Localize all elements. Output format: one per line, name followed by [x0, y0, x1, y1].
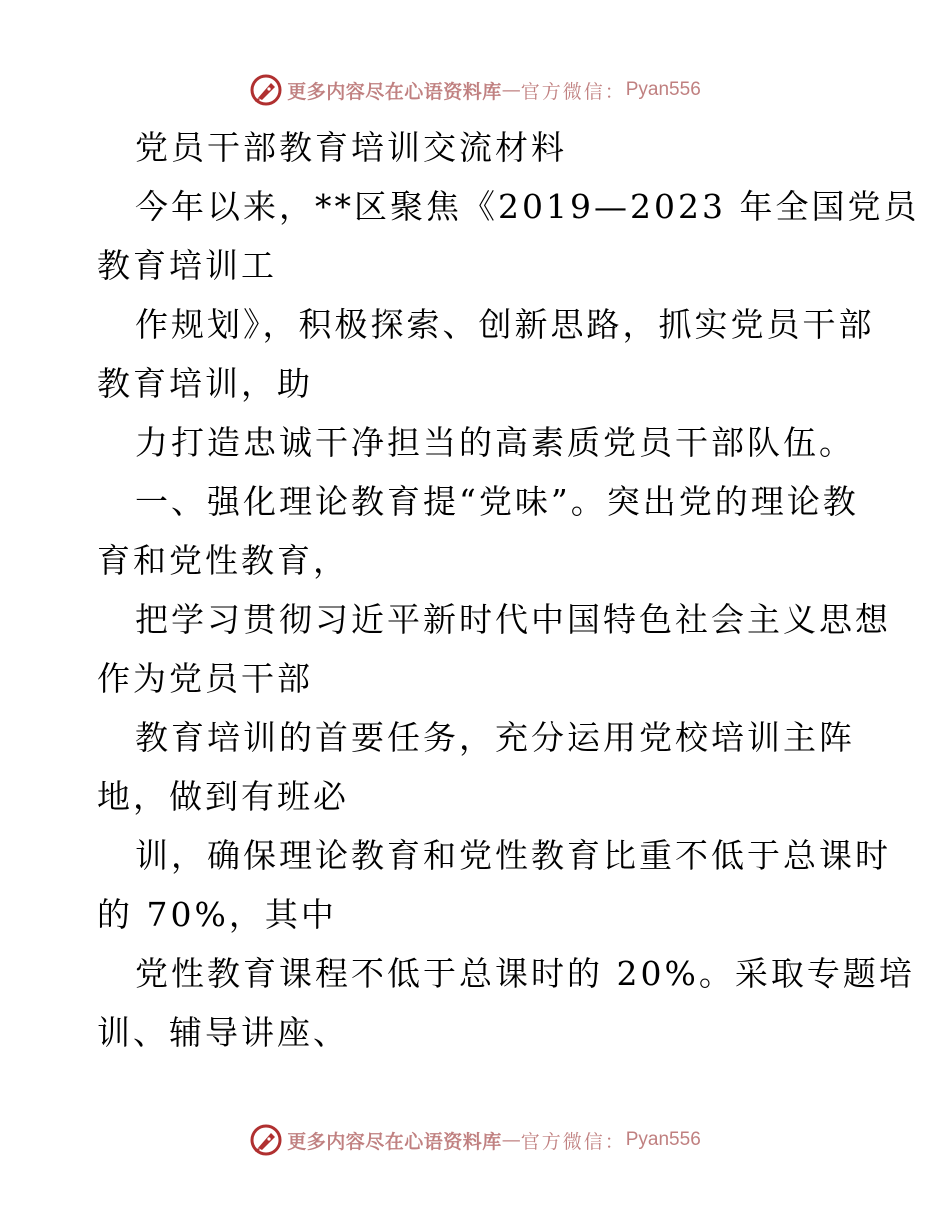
document-body	[97, 118, 920, 1062]
document-title: 党员干部教育培训交流材料	[135, 128, 567, 167]
text-line: 党性教育课程不低于总课时的 20%。采取专题培	[135, 954, 915, 993]
text-line: 教育培训，助	[97, 364, 313, 403]
text-line: 教育培训的首要任务，充分运用党校培训主阵	[135, 718, 855, 757]
text-line: 作规划》，积极探索、创新思路，抓实党员干部	[135, 305, 875, 344]
text-line: 的 70%，其中	[97, 895, 337, 934]
text-line: 今年以来，**区聚焦《2019—2023 年全国党员	[135, 187, 920, 226]
header-banner	[0, 70, 950, 110]
text-line: 地，做到有班必	[97, 777, 349, 816]
text-line: 作为党员干部	[97, 659, 313, 698]
header-separator: —	[501, 79, 521, 101]
pen-nib-logo-icon	[249, 73, 283, 107]
text-line: 训，确保理论教育和党性教育比重不低于总课时	[135, 836, 891, 875]
footer-banner	[0, 1120, 950, 1160]
text-line: 力打造忠诚干净担当的高素质党员干部队伍。	[135, 423, 855, 462]
footer-wechat-label: 官方微信：	[520, 1130, 626, 1153]
text-line: 训、辅导讲座、	[97, 1013, 349, 1052]
text-line: 育和党性教育，	[97, 541, 349, 580]
text-line: 一、强化理论教育提“党味”。突出党的理论教	[135, 482, 859, 521]
footer-site-text: 更多内容尽在心语资料库	[287, 1130, 502, 1153]
header-wechat-label: 官方微信：	[520, 80, 626, 103]
header-wechat-id: Pyan556	[625, 79, 701, 100]
document-paragraphs	[97, 177, 920, 1062]
pen-nib-logo-icon	[249, 1123, 283, 1157]
footer-separator: —	[501, 1129, 521, 1151]
header-site-text: 更多内容尽在心语资料库	[287, 80, 502, 103]
footer-wechat-id: Pyan556	[625, 1129, 701, 1150]
text-line: 把学习贯彻习近平新时代中国特色社会主义思想	[135, 600, 891, 639]
text-line: 教育培训工	[97, 246, 277, 285]
